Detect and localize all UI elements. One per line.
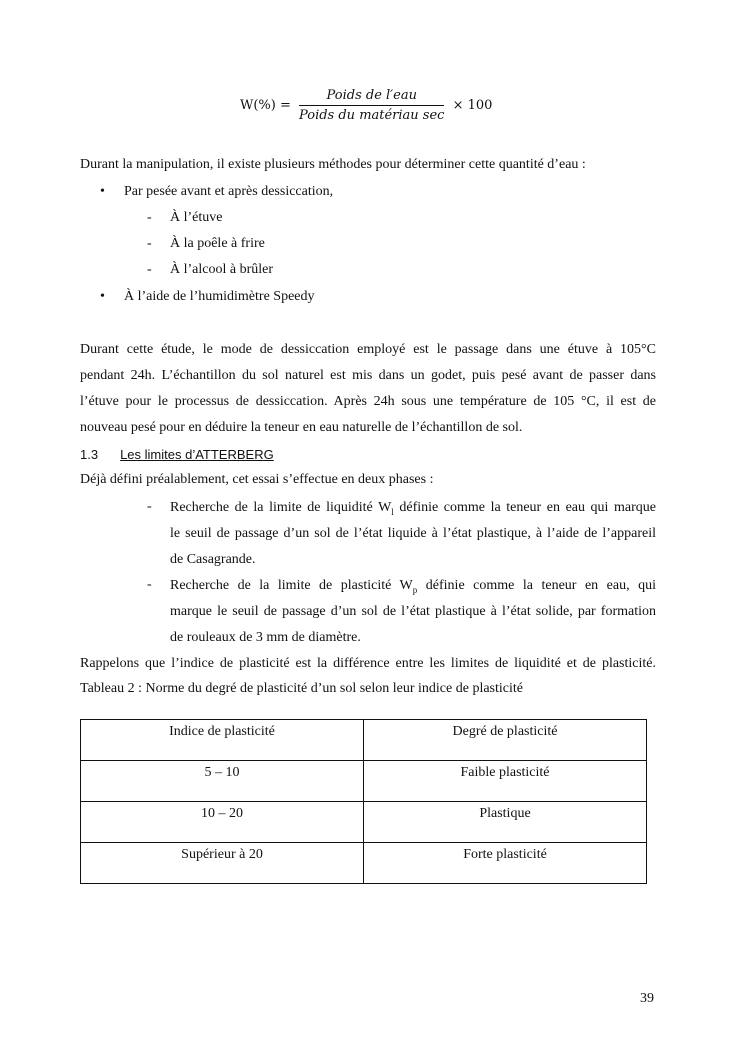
section-heading — [80, 447, 274, 462]
formula-numerator: Poids de l′eau — [299, 88, 444, 106]
subscript: p — [412, 584, 418, 595]
recall-text: Rappelons que l’indice de plasticité est la différence entre les limites de liquidité et de plasticité. — [80, 656, 656, 671]
formula-denominator: Poids du matériau sec — [299, 108, 445, 123]
bullet-icon: • — [100, 289, 105, 304]
paragraph-line: pendant 24h. L’échantillon du sol naturel est mis dans un godet, puis pesé avant de passer dans — [80, 368, 656, 383]
dash-item-line: de Casagrande. — [170, 552, 256, 567]
dash-item-line: le seuil de passage d’un sol de l’état liquide à l’état plastique, à l’aide de l’appareil — [170, 526, 656, 541]
subscript: l — [391, 506, 394, 517]
bullet-item: Par pesée avant et après dessiccation, — [124, 184, 334, 199]
text: Recherche de la limite de liquidité W — [170, 500, 392, 515]
paragraph-line: l’étuve pour le processus de dessiccation. Après 24h sous une température de 105 °C, il est de — [80, 394, 656, 409]
dash-item-line — [170, 499, 656, 521]
table-caption: Tableau 2 : Norme du degré de plasticité d’un sol selon leur indice de plasticité — [80, 681, 523, 696]
formula-fraction — [299, 88, 444, 123]
dash-item-line: de rouleaux de 3 mm de diamètre. — [170, 630, 361, 645]
plasticity-table — [80, 719, 647, 884]
dash-icon: - — [147, 236, 152, 251]
formula-multiplier: × 100 — [452, 98, 493, 113]
sub-item: À l’étuve — [170, 210, 223, 225]
table-row — [81, 843, 647, 884]
table-row — [81, 802, 647, 843]
table-cell: 5 – 10 — [81, 761, 364, 802]
bullet-icon: • — [100, 184, 105, 199]
paragraph-line: nouveau pesé pour en déduire la teneur en eau naturelle de l’échantillon de sol. — [80, 420, 523, 435]
dash-icon: - — [147, 499, 152, 514]
dash-icon: - — [147, 577, 152, 592]
table-cell: Supérieur à 20 — [81, 843, 364, 884]
table-header: Degré de plasticité — [364, 720, 647, 761]
table-cell: Plastique — [364, 802, 647, 843]
table-cell: 10 – 20 — [81, 802, 364, 843]
section-title: Les limites d’ATTERBERG — [120, 447, 274, 462]
dash-icon: - — [147, 210, 152, 225]
table-header-row — [81, 720, 647, 761]
bullet-item: À l’aide de l’humidimètre Speedy — [124, 289, 315, 304]
table-cell: Faible plasticité — [364, 761, 647, 802]
table-header: Indice de plasticité — [81, 720, 364, 761]
formula-lhs: W(%) = — [240, 98, 291, 113]
text: définie comme la teneur en eau qui marque — [393, 500, 656, 515]
section-intro: Déjà défini préalablement, cet essai s’effectue en deux phases : — [80, 472, 434, 487]
intro-text: Durant la manipulation, il existe plusieurs méthodes pour déterminer cette quantité d’eau : — [80, 157, 586, 172]
page-number: 39 — [640, 991, 654, 1006]
dash-item-line: marque le seuil de passage d’un sol de l’état plastique à l’état solide, par formation — [170, 604, 656, 619]
text: Recherche de la limite de plasticité W — [170, 578, 413, 593]
section-number: 1.3 — [80, 447, 99, 462]
dash-item-line — [170, 577, 656, 599]
text: définie comme la teneur en eau, qui — [417, 578, 656, 593]
sub-item: À l’alcool à brûler — [170, 262, 274, 277]
water-content-formula — [240, 88, 492, 123]
table-row — [81, 761, 647, 802]
dash-icon: - — [147, 262, 152, 277]
table-cell: Forte plasticité — [364, 843, 647, 884]
paragraph-line: Durant cette étude, le mode de dessiccation employé est le passage dans une étuve à 105°C — [80, 342, 656, 357]
sub-item: À la poêle à frire — [170, 236, 265, 251]
